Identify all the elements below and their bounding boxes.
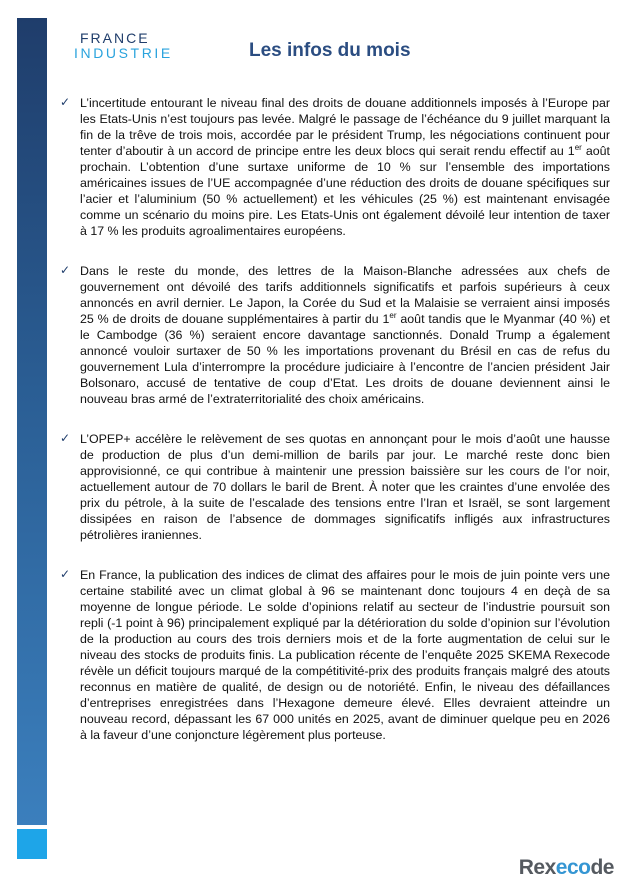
news-item xyxy=(60,567,610,743)
news-item-text xyxy=(80,95,610,239)
news-text-part: août tandis que le Myanmar (40 %) et le Cambodge (36 %) seraient encore davantage sanctionnés. Donald Trump a également annoncé vouloir surtaxer de 50 % les importations provenant du Brésil en cas de refus du gouvernement Lula d’interrompre la procédure judiciaire à l’encontre de l’ancien président Jair Bolsonaro, accusé de tentative de coup d’Etat. Les droits de douane deviennent ainsi le nouveau bras armé de l’extraterritorialité des choix américains. xyxy=(80,312,610,406)
side-accent-square xyxy=(17,829,47,859)
news-text-part: L’incertitude entourant le niveau final des droits de douane additionnels imposés à l’Europe par les Etats-Unis n’est toujours pas levée. Malgré le passage de l’échéance du 9 juillet marquant la fin de la trêve de trois mois, accordée par le président Trump, les négociations continuent pour tenter d’aboutir à un accord de principe entre les deux blocs qui serait rendu effectif au 1 xyxy=(80,96,610,158)
news-item-text xyxy=(80,431,610,543)
logo-line-industrie: INDUSTRIE xyxy=(74,45,173,61)
rexecode-logo-part: Rex xyxy=(518,856,556,879)
news-text-part: En France, la publication des indices de climat des affaires pour le mois de juin pointe vers une certaine stabilité avec un climat global à 96 se maintenant donc toujours 4 en deçà de sa moyenne de longue période. Le solde d’opinions relatif au secteur de l’industrie poursuit son repli (-1 point à 96) principalement expliqué par la détérioration du solde d’opinion sur l’évolution de la production au cours des trois derniers mois et de la forte augmentation de celui sur le niveau des stocks de produits finis. La publication récente de l’enquête 2025 SKEMA Rexecode révèle un déficit toujours marqué de la compétitivité-prix des produits français malgré des atouts reconnus en matière de qualité, de design ou de notoriété. Enfin, le niveau des défaillances d’entreprises enregistrées dans l’Hexagone demeure élevé. Elles devraient atteindre un nouveau record, dépassant les 67 000 unités en 2025, avant de diminuer quelque peu en 2026 à la faveur d’une conjoncture légèrement plus porteuse. xyxy=(80,568,610,742)
superscript: er xyxy=(389,310,397,320)
page-title: Les infos du mois xyxy=(249,40,411,61)
rexecode-logo-part: de xyxy=(590,856,614,879)
news-item xyxy=(60,263,610,407)
news-item-text xyxy=(80,567,610,743)
logo-line-france: FRANCE xyxy=(80,30,150,46)
news-item-text xyxy=(80,263,610,407)
france-industrie-logo xyxy=(74,30,174,64)
checkmark-icon: ✓ xyxy=(60,95,71,109)
superscript: er xyxy=(574,142,582,152)
rexecode-logo-part: eco xyxy=(555,856,591,879)
rexecode-logo xyxy=(519,856,614,880)
news-text-part: L’OPEP+ accélère le relèvement de ses quotas en annonçant pour le mois d’août une hausse de production de plus d’un demi-million de barils par jour. Le marché reste donc bien approvisionné, ce qui contribue à maintenir une pression baissière sur les cours de l’or noir, actuellement autour de 70 dollars le baril de Brent. À noter que les craintes d’une envolée des prix du pétrole, à la suite de l’escalade des tensions entre l’Iran et Israël, se sont largement dissipées en raison de l’absence de dommages significatifs infligés aux infrastructures pétrolières iraniennes. xyxy=(80,432,610,542)
news-text-part: Dans le reste du monde, des lettres de la Maison-Blanche adressées aux chefs de gouvernement ont dévoilé des tarifs additionnels significatifs et parfois supérieurs à ceux annoncés en avril dernier. Le Japon, la Corée du Sud et la Malaisie se verraient ainsi imposés 25 % de droits de douane supplémentaires à partir du 1 xyxy=(80,264,610,326)
checkmark-icon: ✓ xyxy=(60,431,71,445)
news-item xyxy=(60,95,610,239)
news-item xyxy=(60,431,610,543)
news-text-part: août prochain. L’obtention d’une surtaxe uniforme de 10 % sur l’ensemble des importations américaines issues de l’UE accompagnée d’une réduction des droits de douane spécifiques sur l’acier et l’aluminium (50 % actuellement) et les véhicules (25 %) est maintenant envisagée comme un scénario du moins pire. Les Etats-Unis ont également dévoilé leur intention de taxer à 17 % les produits agroalimentaires européens. xyxy=(80,144,610,238)
checkmark-icon: ✓ xyxy=(60,263,71,277)
news-list xyxy=(60,95,610,767)
checkmark-icon: ✓ xyxy=(60,567,71,581)
side-accent-bar xyxy=(17,18,47,825)
